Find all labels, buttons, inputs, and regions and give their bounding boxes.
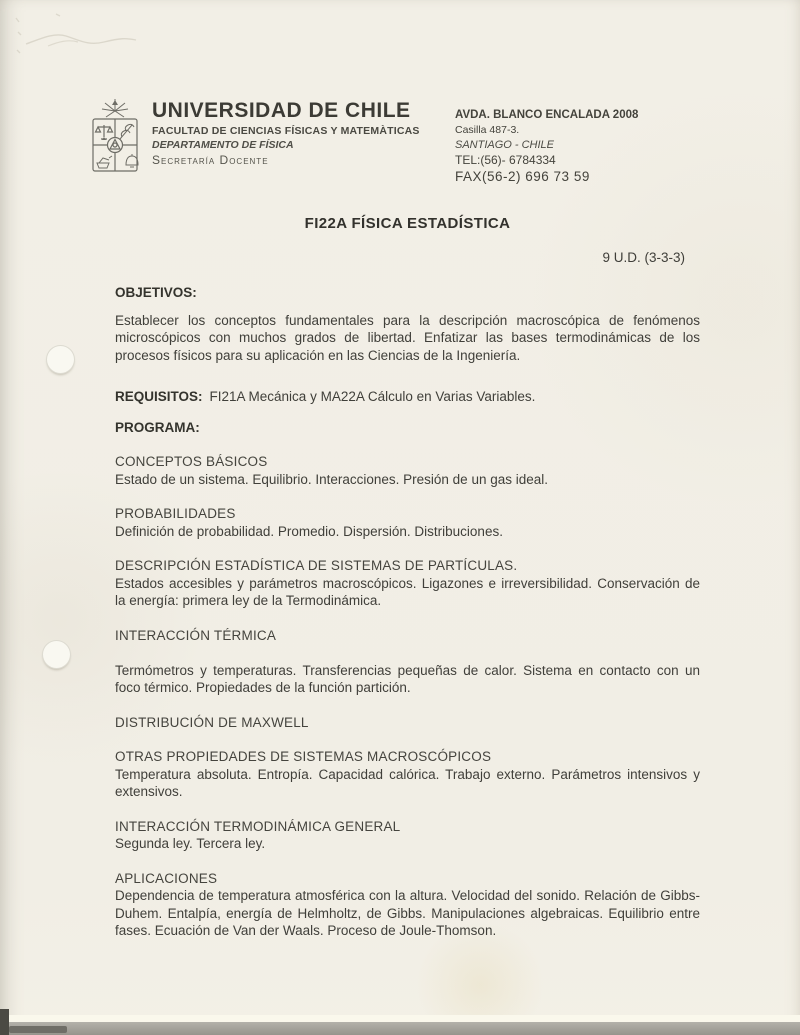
scan-edge-shadow <box>0 1022 800 1035</box>
programa-label: PROGRAMA: <box>115 419 200 435</box>
course-credits: 9 U.D. (3-3-3) <box>602 250 685 265</box>
scan-edge-highlight <box>0 1015 800 1022</box>
pencil-scribble-mark <box>8 6 158 61</box>
programa-section <box>115 505 700 540</box>
office-name: Secretaría Docente <box>152 153 269 167</box>
section-body: Temperatura absoluta. Entropía. Capacidad calórica. Trabajo externo. Parámetros intensivos y extensivos. <box>115 766 700 799</box>
programa-section <box>115 557 700 610</box>
department-name: DEPARTAMENTO DE FÍSICA <box>152 139 294 151</box>
section-heading: DISTRIBUCIÓN DE MAXWELL <box>115 714 309 730</box>
programa-section <box>115 870 700 940</box>
address-po-box: Casilla 487-3. <box>455 124 520 136</box>
programa-section <box>115 453 700 488</box>
programa-section <box>115 627 700 697</box>
faculty-name: FACULTAD DE CIENCIAS FÍSICAS Y MATEMÀTICAS <box>152 125 420 137</box>
fax-number: FAX(56-2) 696 73 59 <box>455 169 590 184</box>
course-title: FI22A FÍSICA ESTADÍSTICA <box>304 215 511 232</box>
objetivos-text: Establecer los conceptos fundamentales para la descripción macroscópica de fenómenos microscópicos con muchos grados de libertad. Enfatizar las bases termodinámicas de los procesos físicos para su aplicación en las Ciencias de la Ingeniería. <box>115 312 700 363</box>
section-body: Segunda ley. Tercera ley. <box>115 836 266 851</box>
address-city: SANTIAGO - CHILE <box>455 139 555 151</box>
requisitos-line <box>115 388 700 406</box>
section-heading: PROBABILIDADES <box>115 506 236 521</box>
section-body: Estado de un sistema. Equilibrio. Interacciones. Presión de un gas ideal. <box>115 471 549 487</box>
document-body <box>115 284 700 940</box>
section-heading: OTRAS PROPIEDADES DE SISTEMAS MACROSCÓPICOS <box>115 749 492 764</box>
requisitos-label: REQUISITOS: <box>115 389 203 404</box>
section-body: Estados accesibles y parámetros macroscópicos. Ligazones e irreversibilidad. Conservación de la energía: primera ley de la Termodinámica. <box>115 575 700 608</box>
section-body: Definición de probabilidad. Promedio. Dispersión. Distribuciones. <box>115 523 503 539</box>
section-heading: INTERACCIÓN TERMODINÁMICA GENERAL <box>115 818 401 834</box>
programa-section <box>115 818 700 853</box>
punch-hole <box>42 640 71 669</box>
scan-corner-artifact <box>0 1009 9 1035</box>
university-crest-icon <box>82 97 148 177</box>
section-heading: INTERACCIÓN TÉRMICA <box>115 627 277 643</box>
phone-number: TEL:(56)- 6784334 <box>455 153 556 167</box>
section-heading: APLICACIONES <box>115 870 218 886</box>
punch-hole <box>46 345 75 374</box>
programa-section <box>115 748 700 801</box>
requisitos-text: FI21A Mecánica y MA22A Cálculo en Varias Variables. <box>209 389 536 404</box>
scan-corner-artifact <box>9 1026 67 1033</box>
address-street: AVDA. BLANCO ENCALADA 2008 <box>455 109 639 121</box>
objetivos-label: OBJETIVOS: <box>115 285 197 300</box>
university-name: UNIVERSIDAD DE CHILE <box>152 99 411 122</box>
section-body: Termómetros y temperaturas. Transferencias pequeñas de calor. Sistema en contacto con un foco térmico. Propiedades de la función partición. <box>115 662 700 695</box>
section-heading: CONCEPTOS BÁSICOS <box>115 454 268 469</box>
section-body: Dependencia de temperatura atmosférica con la altura. Velocidad del sonido. Relación de Gibbs-Duhem. Entalpía, energía de Helmholtz, de Gibbs. Manipulaciones algebraicas. Equilibrio entre fases. Ecuación de Van der Waals. Proceso de Joule-Thomson. <box>115 888 700 938</box>
programa-section <box>115 714 700 732</box>
section-heading: DESCRIPCIÓN ESTADÍSTICA DE SISTEMAS DE PARTÍCULAS. <box>115 558 518 573</box>
